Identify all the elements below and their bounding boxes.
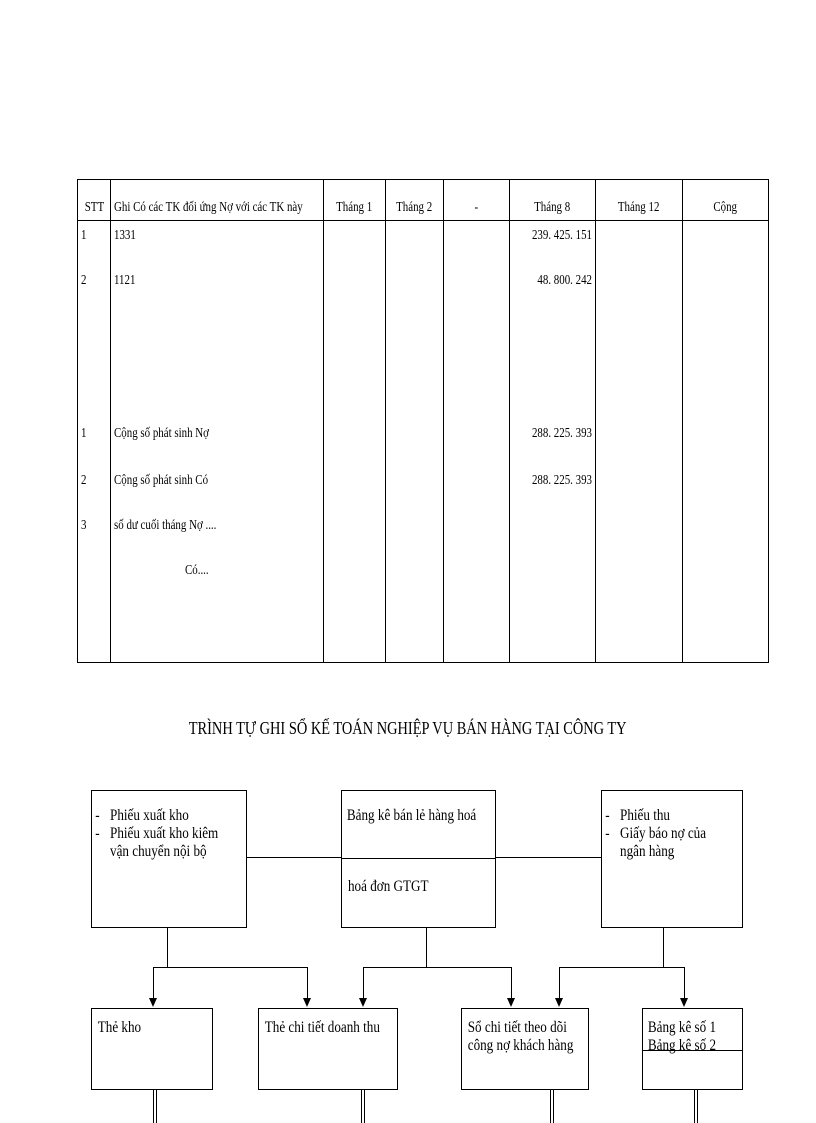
center-source-box (341, 790, 496, 928)
cell-account (111, 313, 324, 364)
cell-dash (444, 266, 510, 313)
bang-ke-so-1: Bảng kê số 1 (647, 1019, 717, 1036)
cell-thang2 (386, 603, 444, 663)
left-source-box (91, 790, 247, 928)
col-stt: STT (78, 180, 111, 221)
cell-thang12 (596, 221, 683, 267)
cell-stt (78, 556, 111, 603)
bang-ke-box (642, 1008, 743, 1090)
cell-stt: 2 (78, 466, 111, 511)
cell-thang12 (596, 466, 683, 511)
cell-thang1 (324, 556, 386, 603)
cell-thang1 (324, 603, 386, 663)
table-row (78, 364, 769, 419)
cell-account (111, 364, 324, 419)
cell-thang8 (510, 313, 596, 364)
cell-thang2 (386, 266, 444, 313)
cell-stt: 1 (78, 419, 111, 466)
cell-thang1 (324, 364, 386, 419)
cell-thang8: 48. 800. 242 (510, 266, 596, 313)
cell-thang12 (596, 419, 683, 466)
down-line (550, 1089, 551, 1123)
down-line (553, 1089, 554, 1123)
table-row (78, 266, 769, 313)
the-chi-tiet-doanh-thu-box (258, 1008, 398, 1090)
down-line (697, 1089, 698, 1123)
so-chi-tiet-cong-no-box (461, 1008, 589, 1090)
cell-cong (683, 466, 769, 511)
source-item-phieu-xuat-kho: - Phiếu xuất kho (92, 807, 244, 825)
cell-cong (683, 419, 769, 466)
down-line (153, 1089, 154, 1123)
bang-ke-so-2: Bảng kê số 2 (647, 1037, 717, 1054)
cell-account: Có.... (111, 556, 324, 603)
cell-stt: 1 (78, 221, 111, 267)
col-thang12: Tháng 12 (596, 180, 683, 221)
source-item-phieu-thu: - Phiếu thu (602, 807, 741, 825)
source-item-cont: ngân hàng (620, 843, 675, 860)
source-item-phieu-xuat-kho-kiem: - Phiếu xuất kho kiêm (92, 825, 244, 843)
cell-dash (444, 221, 510, 267)
cell-thang8: 288. 225. 393 (510, 419, 596, 466)
cell-thang2 (386, 419, 444, 466)
connector (363, 967, 512, 968)
cell-thang12 (596, 364, 683, 419)
col-thang1: Tháng 1 (324, 180, 386, 221)
down-line (156, 1089, 157, 1123)
connector (307, 967, 308, 999)
cell-thang8: 239. 425. 151 (510, 221, 596, 267)
down-line (364, 1089, 365, 1123)
cell-cong (683, 603, 769, 663)
connector (167, 927, 168, 968)
table-row (78, 419, 769, 466)
cell-thang1 (324, 221, 386, 267)
cell-account: số dư cuối tháng Nợ .... (111, 511, 324, 556)
table-row (78, 603, 769, 663)
cong-no-label: công nợ khách hàng (467, 1037, 574, 1054)
cell-account: 1121 (111, 266, 324, 313)
cell-stt (78, 313, 111, 364)
cell-thang2 (386, 221, 444, 267)
cell-thang8: 288. 225. 393 (510, 466, 596, 511)
cell-dash (444, 556, 510, 603)
flow-title: TRÌNH TỰ GHI SỔ KẾ TOÁN NGHIỆP VỤ BÁN HÀNG TẠI CÔNG TY (189, 718, 627, 738)
table-header-row (78, 180, 769, 221)
the-chi-tiet-doanh-thu-label: Thẻ chi tiết doanh thu (264, 1019, 380, 1036)
cell-dash (444, 313, 510, 364)
cell-cong (683, 221, 769, 267)
connector (511, 967, 512, 999)
cell-stt (78, 364, 111, 419)
cell-account: Cộng số phát sinh Nợ (111, 419, 324, 466)
cell-account (111, 603, 324, 663)
cell-thang12 (596, 511, 683, 556)
connector (153, 967, 308, 968)
table-row (78, 221, 769, 267)
table-row (78, 556, 769, 603)
cell-thang1 (324, 266, 386, 313)
down-line (694, 1089, 695, 1123)
cell-account: Cộng số phát sinh Có (111, 466, 324, 511)
col-account: Ghi Có các TK đối ứng Nợ với các TK này (111, 180, 324, 221)
cell-cong (683, 313, 769, 364)
cell-dash (444, 419, 510, 466)
down-line (361, 1089, 362, 1123)
cell-thang1 (324, 466, 386, 511)
connector (559, 967, 560, 999)
cell-thang8 (510, 364, 596, 419)
arrow-head (303, 998, 311, 1007)
connector (663, 927, 664, 968)
cell-dash (444, 364, 510, 419)
cell-account: 1331 (111, 221, 324, 267)
cell-thang2 (386, 466, 444, 511)
col-thang2: Tháng 2 (386, 180, 444, 221)
col-thang8: Tháng 8 (510, 180, 596, 221)
connector (363, 967, 364, 999)
hoa-don-gtgt: hoá đơn GTGT (348, 878, 429, 895)
the-kho-label: Thẻ kho (97, 1019, 142, 1036)
arrow-head (680, 998, 688, 1007)
cell-thang1 (324, 313, 386, 364)
connector (559, 967, 685, 968)
cell-thang2 (386, 556, 444, 603)
arrow-head (555, 998, 563, 1007)
table-row (78, 313, 769, 364)
connector (426, 927, 427, 968)
cell-thang8 (510, 603, 596, 663)
connector (684, 967, 685, 999)
cell-stt: 3 (78, 511, 111, 556)
table-row (78, 511, 769, 556)
cell-cong (683, 511, 769, 556)
cell-thang2 (386, 511, 444, 556)
cell-dash (444, 603, 510, 663)
bang-ke-ban-le: Bảng kê bán lẻ hàng hoá (346, 807, 477, 824)
source-item-giay-bao-no: - Giấy báo nợ của (602, 825, 741, 843)
cell-thang8 (510, 511, 596, 556)
cell-dash (444, 466, 510, 511)
cell-thang2 (386, 364, 444, 419)
ledger-table (77, 179, 769, 663)
cell-thang2 (386, 313, 444, 364)
cell-thang1 (324, 419, 386, 466)
the-kho-box (91, 1008, 213, 1090)
cell-stt: 2 (78, 266, 111, 313)
cell-thang8 (510, 556, 596, 603)
arrow-head (359, 998, 367, 1007)
cell-cong (683, 364, 769, 419)
cell-thang12 (596, 266, 683, 313)
table-row (78, 466, 769, 511)
cell-cong (683, 556, 769, 603)
cell-cong (683, 266, 769, 313)
arrow-head (507, 998, 515, 1007)
connector (153, 967, 154, 999)
so-chi-tiet-label: Sổ chi tiết theo dõi (467, 1019, 567, 1036)
cell-thang1 (324, 511, 386, 556)
cell-thang12 (596, 556, 683, 603)
cell-thang12 (596, 603, 683, 663)
arrow-head (149, 998, 157, 1007)
col-dash: - (444, 180, 510, 221)
source-item-cont: vận chuyển nội bộ (110, 843, 207, 860)
cell-thang12 (596, 313, 683, 364)
cell-dash (444, 511, 510, 556)
col-cong: Cộng (683, 180, 769, 221)
right-source-box (601, 790, 743, 928)
cell-stt (78, 603, 111, 663)
